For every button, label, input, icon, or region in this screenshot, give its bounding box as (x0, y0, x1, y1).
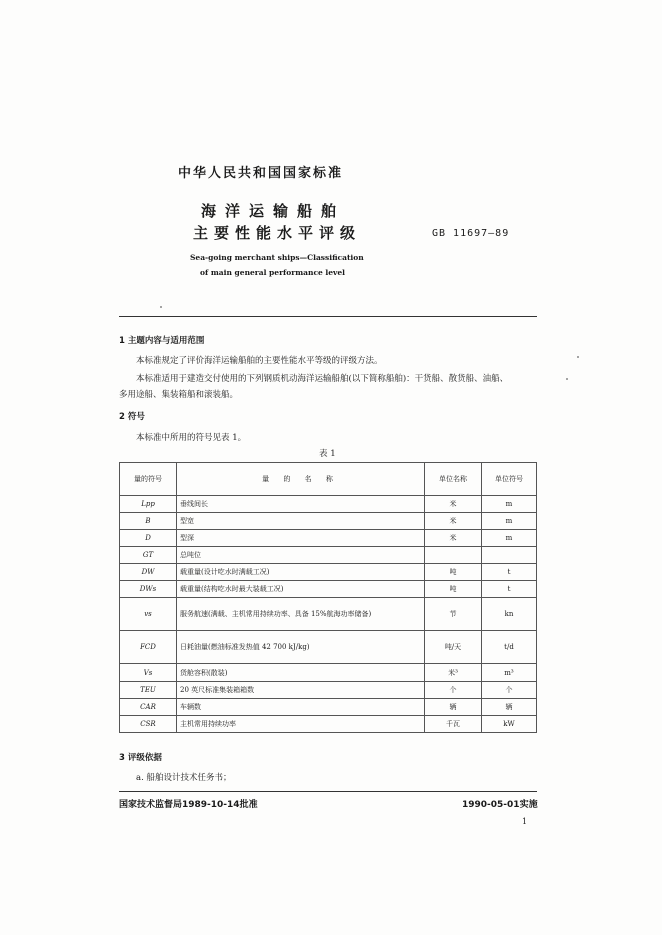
approval-date: 国家技术监督局1989-10-14批准 (119, 800, 258, 810)
table-row (120, 664, 537, 682)
page-number: 1 (522, 817, 528, 826)
section2-heading: 2 符号 (119, 412, 145, 422)
table-header-row (120, 463, 537, 496)
cell-symbol: DWs (120, 581, 177, 598)
cell-unit-symbol: t (482, 581, 537, 598)
section1-paragraph2-line2: 多用途船、集装箱船和滚装船。 (119, 390, 239, 400)
cell-unit-name: 米³ (425, 664, 482, 682)
cell-unit-symbol: t (482, 564, 537, 581)
scan-speck (566, 378, 568, 380)
cell-unit-name: 吨/天 (425, 631, 482, 664)
symbol-table (119, 462, 537, 733)
standard-title-line1: 海洋运输船舶 (201, 202, 346, 220)
cell-name: 载重量(结构吃水时最大装载工况) (177, 581, 425, 598)
cell-name: 车辆数 (177, 699, 425, 716)
english-title-line1: Sea-going merchant ships—Classification (190, 253, 364, 262)
cell-unit-symbol: m (482, 530, 537, 547)
cell-unit-name: 辆 (425, 699, 482, 716)
cell-symbol: D (120, 530, 177, 547)
cell-name: 主机常用持续功率 (177, 716, 425, 733)
header-symbol: 量的符号 (120, 463, 177, 496)
table-row (120, 716, 537, 733)
cell-unit-name: 米 (425, 496, 482, 513)
cell-name: 货舱容积(散装) (177, 664, 425, 682)
cell-unit-symbol: t/d (482, 631, 537, 664)
cell-unit-name: 节 (425, 598, 482, 631)
table-row (120, 513, 537, 530)
table-row (120, 598, 537, 631)
cell-symbol: TEU (120, 682, 177, 699)
cell-name: 服务航速(满载、主机常用持续功率、具备 15%航海功率储备) (177, 598, 425, 631)
cell-symbol: Lpp (120, 496, 177, 513)
table1-caption: 表 1 (319, 449, 336, 459)
cell-symbol: FCD (120, 631, 177, 664)
cell-symbol: DW (120, 564, 177, 581)
standard-title-line2: 主要性能水平评级 (193, 224, 362, 242)
table-row (120, 699, 537, 716)
section2-paragraph: 本标准中所用的符号见表 1。 (136, 433, 247, 443)
footer-divider (119, 791, 537, 792)
scan-speck (577, 356, 579, 358)
cell-name: 型深 (177, 530, 425, 547)
cell-symbol: GT (120, 547, 177, 564)
section3-item-a: a. 船舶设计技术任务书； (136, 773, 232, 783)
table-row (120, 530, 537, 547)
section1-paragraph2-line1: 本标准适用于建造交付使用的下列钢质机动海洋运输船舶(以下简称船舶)：干货船、散货船、油船、 (136, 374, 509, 384)
cell-unit-symbol: 辆 (482, 699, 537, 716)
cell-unit-symbol: 个 (482, 682, 537, 699)
cell-unit-name (425, 547, 482, 564)
cell-unit-symbol: m (482, 496, 537, 513)
cell-name: 日耗油量(燃油标准发热值 42 700 kJ/kg) (177, 631, 425, 664)
cell-symbol: vs (120, 598, 177, 631)
section1-paragraph1: 本标准规定了评价海洋运输船舶的主要性能水平等级的评级方法。 (136, 356, 383, 366)
section3-heading: 3 评级依据 (119, 753, 162, 763)
cell-unit-symbol: m³ (482, 664, 537, 682)
issuing-organization: 中华人民共和国国家标准 (178, 166, 344, 181)
cell-unit-name: 千瓦 (425, 716, 482, 733)
table-row (120, 547, 537, 564)
cell-unit-name: 吨 (425, 581, 482, 598)
header-unit-symbol: 单位符号 (482, 463, 537, 496)
cell-symbol: Vs (120, 664, 177, 682)
standard-number: GB 11697—89 (432, 228, 510, 239)
header-quantity-name: 量 的 名 称 (177, 463, 425, 496)
table-row (120, 496, 537, 513)
cell-name: 总吨位 (177, 547, 425, 564)
cell-name: 载重量(设计吃水时满载工况) (177, 564, 425, 581)
header-unit-name: 单位名称 (425, 463, 482, 496)
cell-unit-name: 吨 (425, 564, 482, 581)
cell-unit-symbol (482, 547, 537, 564)
cell-symbol: CAR (120, 699, 177, 716)
cell-unit-symbol: m (482, 513, 537, 530)
cell-name: 20 英尺标准集装箱箱数 (177, 682, 425, 699)
cell-unit-symbol: kn (482, 598, 537, 631)
header-divider (119, 316, 537, 317)
section1-heading: 1 主题内容与适用范围 (119, 336, 205, 346)
table-row (120, 682, 537, 699)
table-row (120, 631, 537, 664)
cell-symbol: CSR (120, 716, 177, 733)
cell-name: 垂线间长 (177, 496, 425, 513)
effective-date: 1990-05-01实施 (462, 800, 538, 810)
english-title-line2: of main general performance level (200, 268, 346, 277)
table-row (120, 564, 537, 581)
cell-unit-name: 米 (425, 513, 482, 530)
cell-symbol: B (120, 513, 177, 530)
table-row (120, 581, 537, 598)
scan-speck (160, 306, 162, 308)
cell-unit-name: 个 (425, 682, 482, 699)
cell-name: 型宽 (177, 513, 425, 530)
cell-unit-name: 米 (425, 530, 482, 547)
cell-unit-symbol: kW (482, 716, 537, 733)
